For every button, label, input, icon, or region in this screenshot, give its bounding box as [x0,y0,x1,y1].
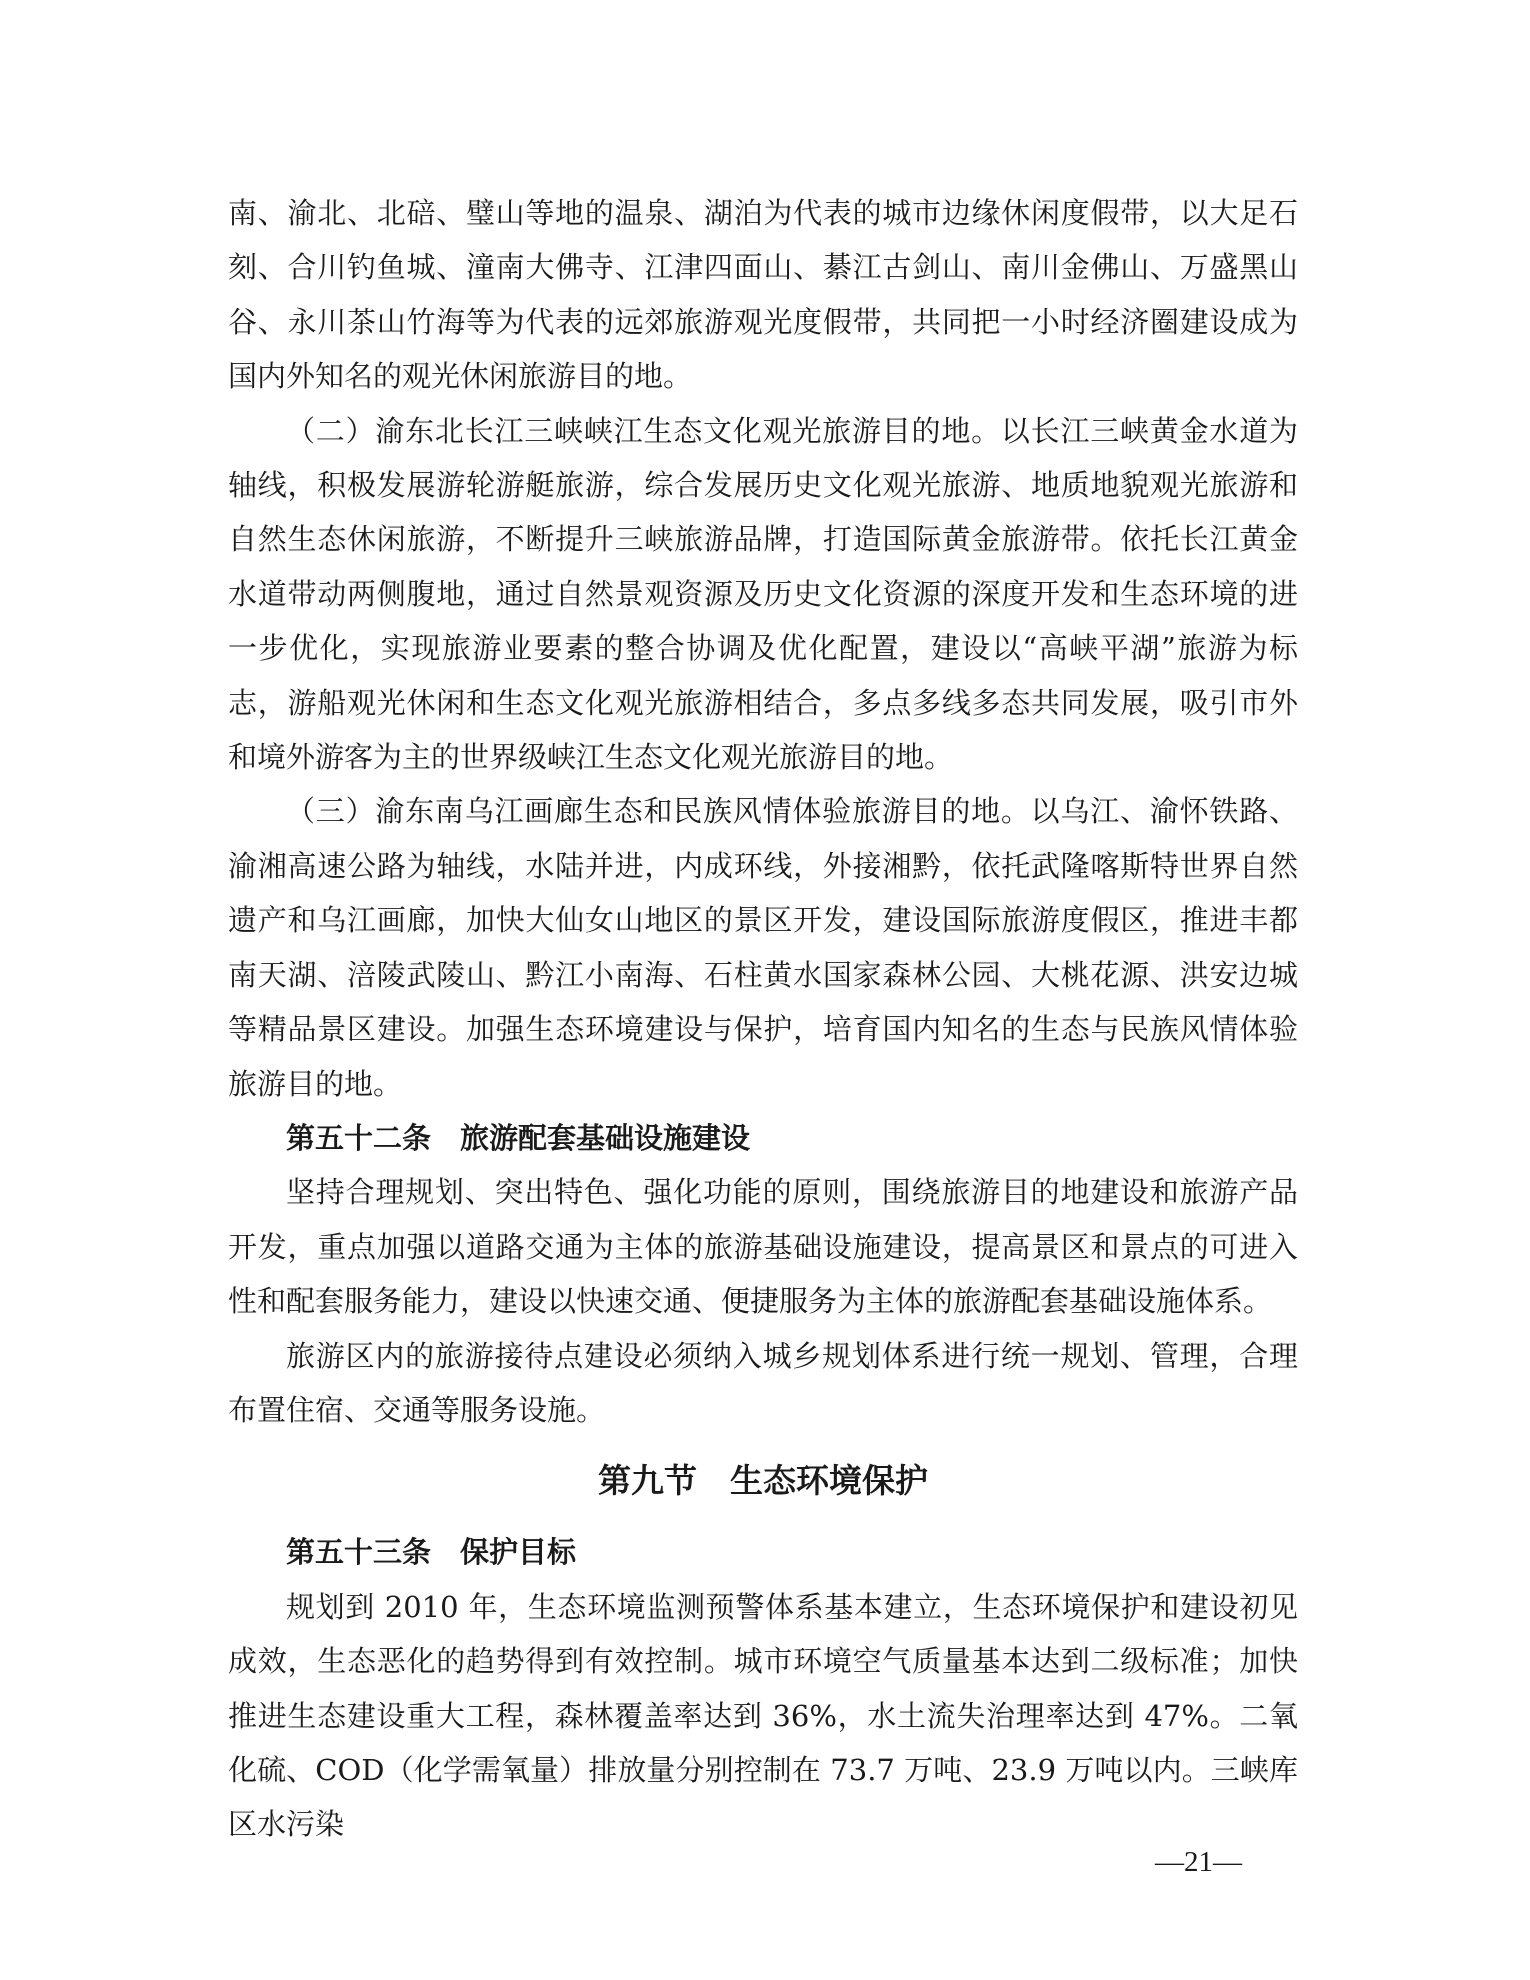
article-52-heading: 第五十二条 旅游配套基础设施建设 [286,1120,751,1155]
paragraph-continuation: 南、渝北、北碚、璧山等地的温泉、湖泊为代表的城市边缘休闲度假带，以大足石刻、合川钓鱼城、潼南大佛寺、江津四面山、綦江古剑山、南川金佛山、万盛黑山谷、永川茶山竹海等为代表的远郊旅游观光度假带，共同把一小时经济圈建设成为国内外知名的观光休闲旅游目的地。 [228,196,1298,394]
page-number: —21— [1155,1846,1242,1878]
article-53-heading: 第五十三条 保护目标 [286,1535,577,1570]
paragraph-southeast-chongqing: （三）渝东南乌江画廊生态和民族风情体验旅游目的地。以乌江、渝怀铁路、渝湘高速公路为轴线，水陆并进，内成环线，外接湘黔，依托武隆喀斯特世界自然遗产和乌江画廊，加快大仙女山地区的景区开发，建设国际旅游度假区，推进丰都南天湖、涪陵武陵山、黔江小南海、石柱黄水国家森林公园、大桃花源、洪安边城等精品景区建设。加强生态环境建设与保护，培育国内知名的生态与民族风情体验旅游目的地。 [228,794,1298,1101]
article-53-paragraph-1: 规划到 2010 年，生态环境监测预警体系基本建立，生态环境保护和建设初见成效，生态恶化的趋势得到有效控制。城市环境空气质量基本达到二级标准；加快推进生态建设重大工程，森林覆盖率达到 36%，水土流失治理率达到 47%。二氧化硫、COD（化学需氧量）排放量分别控制在 73.7 万吨、23.9 万吨以内。三峡库区水污染 [228,1589,1298,1842]
paragraph-northeast-chongqing: （二）渝东北长江三峡峡江生态文化观光旅游目的地。以长江三峡黄金水道为轴线，积极发展游轮游艇旅游，综合发展历史文化观光旅游、地质地貌观光旅游和自然生态休闲旅游，不断提升三峡旅游品牌，打造国际黄金旅游带。依托长江黄金水道带动两侧腹地，通过自然景观资源及历史文化资源的深度开发和生态环境的进一步优化，实现旅游业要素的整合协调及优化配置，建设以“高峡平湖”旅游为标志，游船观光休闲和生态文化观光旅游相结合，多点多线多态共同发展，吸引市外和境外游客为主的世界级峡江生态文化观光旅游目的地。 [228,413,1298,775]
article-52-paragraph-2: 旅游区内的旅游接待点建设必须纳入城乡规划体系进行统一规划、管理，合理布置住宿、交通等服务设施。 [228,1338,1298,1427]
section-9-heading: 第九节 生态环境保护 [598,1461,928,1501]
article-52-paragraph-1: 坚持合理规划、突出特色、强化功能的原则，围绕旅游目的地建设和旅游产品开发，重点加强以道路交通为主体的旅游基础设施建设，提高景区和景点的可进入性和配套服务能力，建设以快速交通、便捷服务为主体的旅游配套基础设施体系。 [228,1175,1298,1319]
document-page [228,186,1298,1852]
